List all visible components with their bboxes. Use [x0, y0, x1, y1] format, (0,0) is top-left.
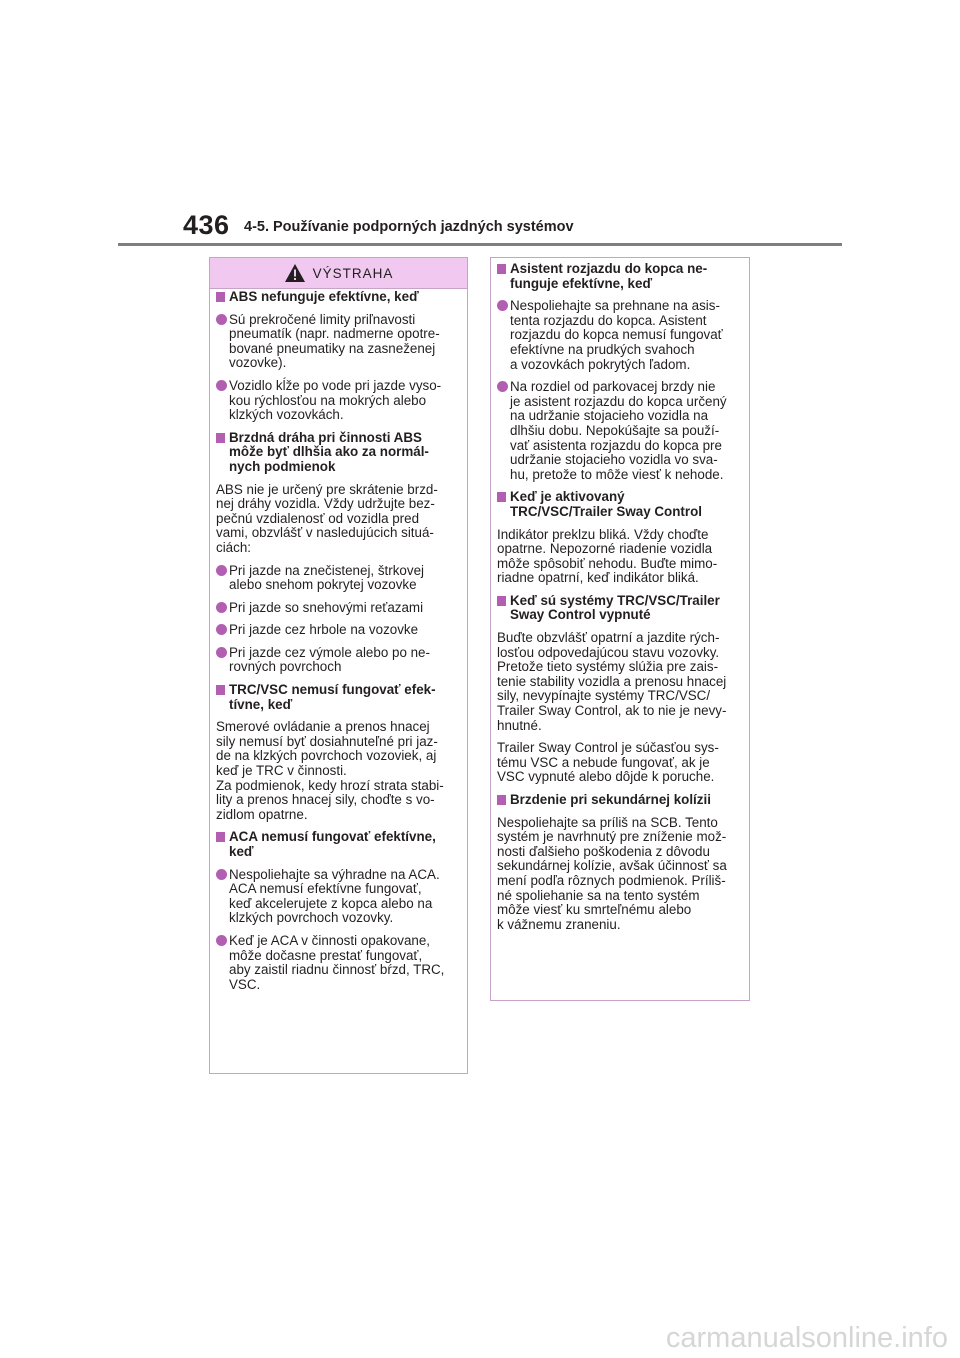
text-line: Keď je aktivovaný	[510, 489, 625, 505]
text-line: nej dráhy vozidla. Vždy udržujte bez-	[216, 496, 435, 512]
text-line: udržanie stojacieho vozidla vo sva-	[510, 452, 718, 468]
text-line: VSC vypnuté alebo dôjde k poruche.	[497, 769, 715, 785]
text-line: Na rozdiel od parkovacej brzdy nie	[510, 379, 716, 395]
text-line: Indikátor preklzu bliká. Vždy choďte	[497, 526, 709, 542]
text-line: funguje efektívne, keď	[510, 275, 653, 291]
text-line: pečnú vzdialenosť od vozidla pred	[216, 510, 420, 526]
text-line: ciách:	[216, 539, 251, 555]
text-line: Keď je ACA v činnosti opakovane,	[229, 932, 431, 948]
text-line: tenie stability vozidla a prenosu hnacej	[497, 673, 727, 689]
text-line: TRC/VSC nemusí fungovať efek-	[229, 682, 436, 698]
text-line: Pri jazde cez hrbole na vozovke	[229, 622, 419, 638]
text-line: a vozovkách pokrytých ľadom.	[510, 356, 691, 372]
text-line: dlhšiu dobu. Nepokúšajte sa použí-	[510, 422, 720, 438]
text-line: Buďte obzvlášť opatrní a jazdite rých-	[497, 630, 720, 646]
text-line: de na klzkých povrchoch vozoviek, aj	[216, 748, 437, 764]
text-line: alebo snehom pokrytej vozovke	[229, 577, 417, 593]
text-line: klzkých vozovkách.	[229, 407, 344, 423]
text-line: Pri jazde cez výmole alebo po ne-	[229, 644, 430, 660]
text-line: hnutné.	[497, 717, 542, 733]
text-line: tívne, keď	[229, 696, 293, 712]
text-line: kou rýchlosťou na mokrých alebo	[229, 392, 427, 408]
text-line: Za podmienok, kedy hrozí strata stabi-	[216, 777, 444, 793]
text-line: Pretože tieto systémy slúžia pre zais-	[497, 659, 719, 675]
warning-triangle-icon	[284, 263, 306, 283]
bullet-item	[497, 380, 744, 482]
text-line: na udržanie stojacieho vozidla na	[510, 408, 709, 424]
text-line: sekundárnej kolízie, avšak účinnosť sa	[497, 858, 727, 874]
text-line: Pri jazde so snehovými reťazami	[229, 599, 424, 615]
text-line: Brzdná dráha pri činnosti ABS	[229, 429, 422, 445]
text-line: môže spôsobiť nehodu. Buďte mimo-	[497, 555, 718, 571]
header-rule	[118, 243, 842, 246]
text-line: Nespoliehajte sa výhradne na ACA.	[229, 866, 440, 882]
text-line: môže byť dlhšia ako za normál-	[229, 444, 429, 460]
text-line: vami, obzvlášť v nasledujúcich situá-	[216, 525, 434, 541]
text-line: TRC/VSC/Trailer Sway Control	[510, 503, 702, 519]
warning-header	[210, 258, 467, 289]
text-line: nych podmienok	[229, 458, 336, 474]
text-line: je asistent rozjazdu do kopca určený	[510, 393, 727, 409]
text-line: ABS nefunguje efektívne, keď	[229, 289, 419, 304]
bullet-item	[216, 623, 462, 638]
section-heading	[216, 431, 462, 475]
text-line: ACA nemusí fungovať efektívne,	[229, 829, 436, 845]
section-heading	[216, 830, 462, 859]
text-line: Nespoliehajte sa prehnane na asis-	[510, 298, 720, 314]
text-line: vať asistenta rozjazdu do kopca pre	[510, 437, 722, 453]
text-line: ABS nie je určený pre skrátenie brzd-	[216, 481, 438, 497]
text-line: efektívne na prudkých svahoch	[510, 341, 695, 357]
text-line: môže dočasne prestať fungovať,	[229, 947, 423, 963]
text-line: Keď sú systémy TRC/VSC/Trailer	[510, 592, 720, 608]
paragraph	[497, 631, 744, 733]
watermark-logo: carmanualsonline.info	[665, 1322, 948, 1354]
text-line: riadne opatrní, keď indikátor bliká.	[497, 570, 699, 586]
text-line: vozovke).	[229, 355, 287, 371]
text-line: mení podľa rôznych podmienok. Príliš-	[497, 872, 726, 888]
text-line: nosti ďalšieho poškodenia z dôvodu	[497, 843, 710, 859]
left-column	[210, 290, 467, 1000]
text-line: Pri jazde na znečistenej, štrkovej	[229, 562, 425, 578]
bullet-item	[497, 299, 744, 372]
bullet-item	[216, 868, 462, 926]
text-line: losťou odpovedajúcou stavu vozovky.	[497, 644, 720, 660]
text-line: Vozidlo kĺže po vode pri jazde vyso-	[229, 377, 442, 393]
section-heading	[497, 490, 744, 519]
bullet-item	[216, 601, 462, 616]
bullet-item	[216, 934, 462, 992]
text-line: Sway Control vypnuté	[510, 607, 651, 623]
chapter-title: 4-5. Používanie podporných jazdných systémov	[244, 219, 574, 235]
text-line: k vážnemu zraneniu.	[497, 916, 621, 932]
text-line: lity a prenos hnacej sily, choďte s vo-	[216, 792, 435, 808]
text-line: Nespoliehajte sa príliš na SCB. Tento	[497, 814, 718, 830]
warning-title: VÝSTRAHA	[312, 265, 394, 281]
bullet-item	[216, 313, 462, 371]
text-line: tenta rozjazdu do kopca. Asistent	[510, 312, 707, 328]
text-line: tému VSC a nebude fungovať, ak je	[497, 754, 710, 770]
section-heading	[497, 262, 744, 291]
text-line: keď je TRC v činnosti.	[216, 763, 347, 779]
paragraph	[216, 483, 462, 556]
section-heading	[497, 793, 744, 808]
text-line: systém je navrhnutý pre zníženie mož-	[497, 829, 727, 845]
text-line: opatrne. Nepozorné riadenie vozidla	[497, 541, 713, 557]
text-line: klzkých povrchoch vozovky.	[229, 910, 394, 926]
text-line: Trailer Sway Control, ak to nie je nevy-	[497, 703, 727, 719]
text-line: bované pneumatiky na zasneženej	[229, 340, 436, 356]
bullet-item	[216, 646, 462, 675]
text-line: pneumatík (napr. nadmerne opotre-	[229, 326, 440, 342]
text-line: rozjazdu do kopca nemusí fungovať	[510, 327, 723, 343]
text-line: hu, pretože to môže viesť k nehode.	[510, 466, 724, 482]
section-heading	[216, 290, 462, 305]
text-line: rovných povrchoch	[229, 659, 342, 675]
text-line: Asistent rozjazdu do kopca ne-	[510, 261, 708, 276]
text-line: né spoliehanie sa na tento systém	[497, 887, 700, 903]
text-line: zidlom opatrne.	[216, 806, 308, 822]
bullet-item	[216, 564, 462, 593]
text-line: sily nemusí byť dosiahnuteľné pri jaz-	[216, 733, 438, 749]
text-line: VSC.	[229, 976, 261, 992]
text-line: keď	[229, 844, 254, 859]
text-line: keď akcelerujete z kopca alebo na	[229, 895, 433, 911]
bullet-item	[216, 379, 462, 423]
text-line: Sú prekročené limity priľnavosti	[229, 311, 416, 327]
paragraph	[497, 816, 744, 933]
text-line: Trailer Sway Control je súčasťou sys-	[497, 740, 719, 756]
section-heading	[216, 683, 462, 712]
text-line: môže viesť ku smrteľnému alebo	[497, 902, 692, 918]
page-number: 436	[183, 210, 230, 240]
text-line: sily, nevypínajte systémy TRC/VSC/	[497, 688, 711, 704]
text-line: Smerové ovládanie a prenos hnacej	[216, 719, 430, 735]
right-column	[491, 262, 749, 940]
paragraph	[216, 720, 462, 822]
text-line: Brzdenie pri sekundárnej kolízii	[510, 792, 711, 807]
section-heading	[497, 594, 744, 623]
paragraph	[497, 741, 744, 785]
text-line: aby zaistil riadnu činnosť bŕzd, TRC,	[229, 962, 445, 978]
paragraph	[497, 528, 744, 586]
text-line: ACA nemusí efektívne fungovať,	[229, 881, 422, 897]
